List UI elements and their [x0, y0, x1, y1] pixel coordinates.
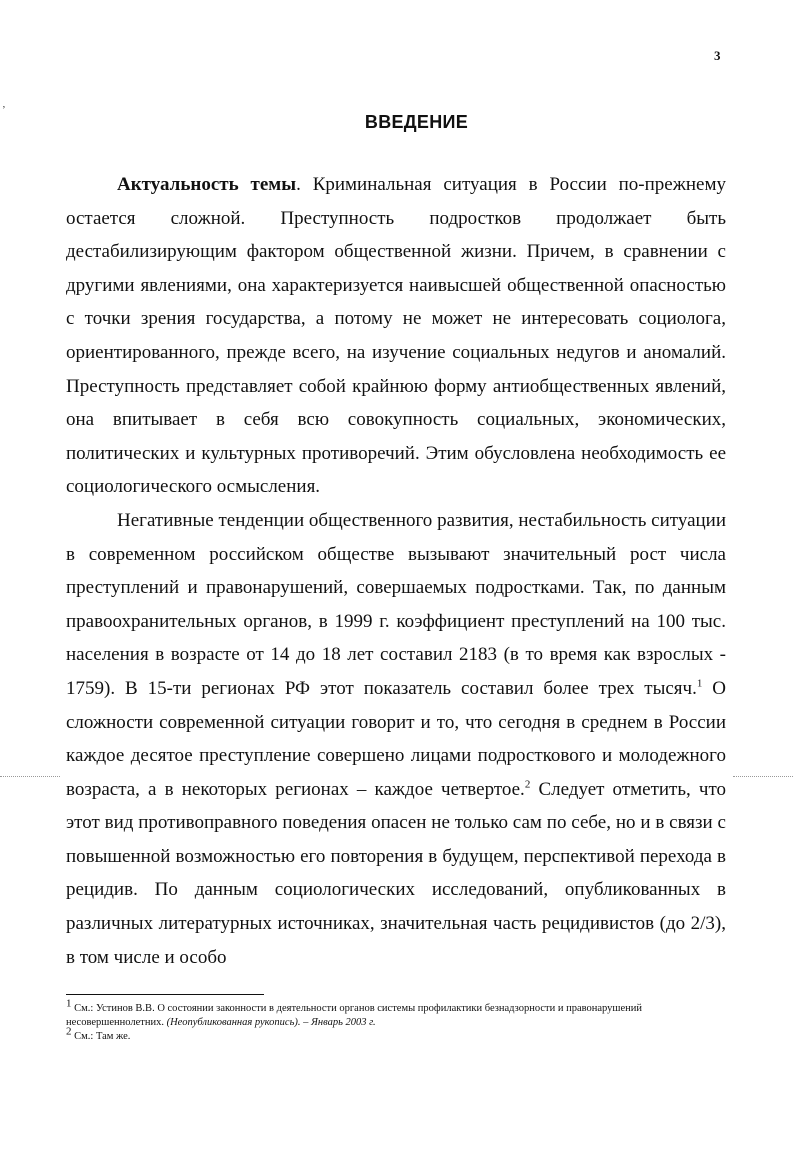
scan-artifact: ʼ	[2, 104, 6, 116]
body-text	[66, 168, 726, 974]
footnote-mark: 1	[66, 997, 72, 1010]
footnotes	[66, 997, 730, 1044]
footnote-text: См.: Устинов В.В. О состоянии законности в деятельности органов системы профилактики безнадзорности и правонарушений несовершеннолетних.	[66, 1003, 642, 1028]
paragraph-trends	[66, 504, 726, 974]
paragraph-lead: Актуальность темы	[117, 174, 297, 195]
scan-artifact-line	[0, 776, 60, 777]
paragraph-text: Негативные тенденции общественного развития, нестабильность ситуации в современном российском обществе вызывают значительный рост числа преступлений и правонарушений, совершаемых подростками. Так, по данным правоохранительных органов, в 1999 г. коэффициент преступлений на 100 тыс. населения в возрасте от 14 до 18 лет составил 2183 (в то время как взрослых - 1759). В 15-ти регионах РФ этот показатель составил более трех тысяч.	[66, 509, 726, 699]
footnote-mark: 2	[66, 1025, 72, 1038]
paragraph-relevance	[66, 168, 726, 504]
footnote-reference: 2	[524, 778, 531, 791]
section-heading: ВВЕДЕНИЕ	[364, 112, 469, 132]
footnote-separator	[66, 994, 264, 995]
page-number: 3	[714, 48, 721, 63]
footnote-reference: 1	[696, 677, 703, 690]
paragraph-text: О сложности современной ситуации говорит и то, что сегодня в среднем в России каждое десятое преступление совершено лицами подросткового и молодежного возраста, а в некоторых регионах – каждое четвертое.	[66, 677, 726, 800]
footnote-source: (Неопубликованная рукопись). – Январь 2003 г.	[166, 1017, 376, 1028]
scan-artifact-line	[733, 776, 793, 777]
paragraph-text: . Криминальная ситуация в России по-прежнему остается сложной. Преступность подростков продолжает быть дестабилизирующим фактором общественной жизни. Причем, в сравнении с другими явлениями, она характеризуется наивысшей общественной опасностью с точки зрения государства, а потому не может не интересовать социолога, ориентированного, прежде всего, на изучение социальных недугов и аномалий. Преступность представляет собой крайнюю форму антиобщественных явлений, она впитывает в себя всю совокупность социальных, экономических, политических и культурных противоречий. Этим обусловлена необходимость ее социологического осмысления.	[66, 174, 726, 498]
paragraph-text: Следует отметить, что этот вид противоправного поведения опасен не только сам по себе, но и в связи с повышенной возможностью его повторения в будущем, перспективой перехода в рецидив. По данным социологических исследований, опубликованных в различных литературных источниках, значительная часть рецидивистов (до 2/3), в том числе и особо	[66, 778, 726, 968]
footnote	[66, 1025, 730, 1044]
footnote-text: См.: Там же.	[71, 1031, 131, 1042]
footnote	[66, 997, 730, 1030]
